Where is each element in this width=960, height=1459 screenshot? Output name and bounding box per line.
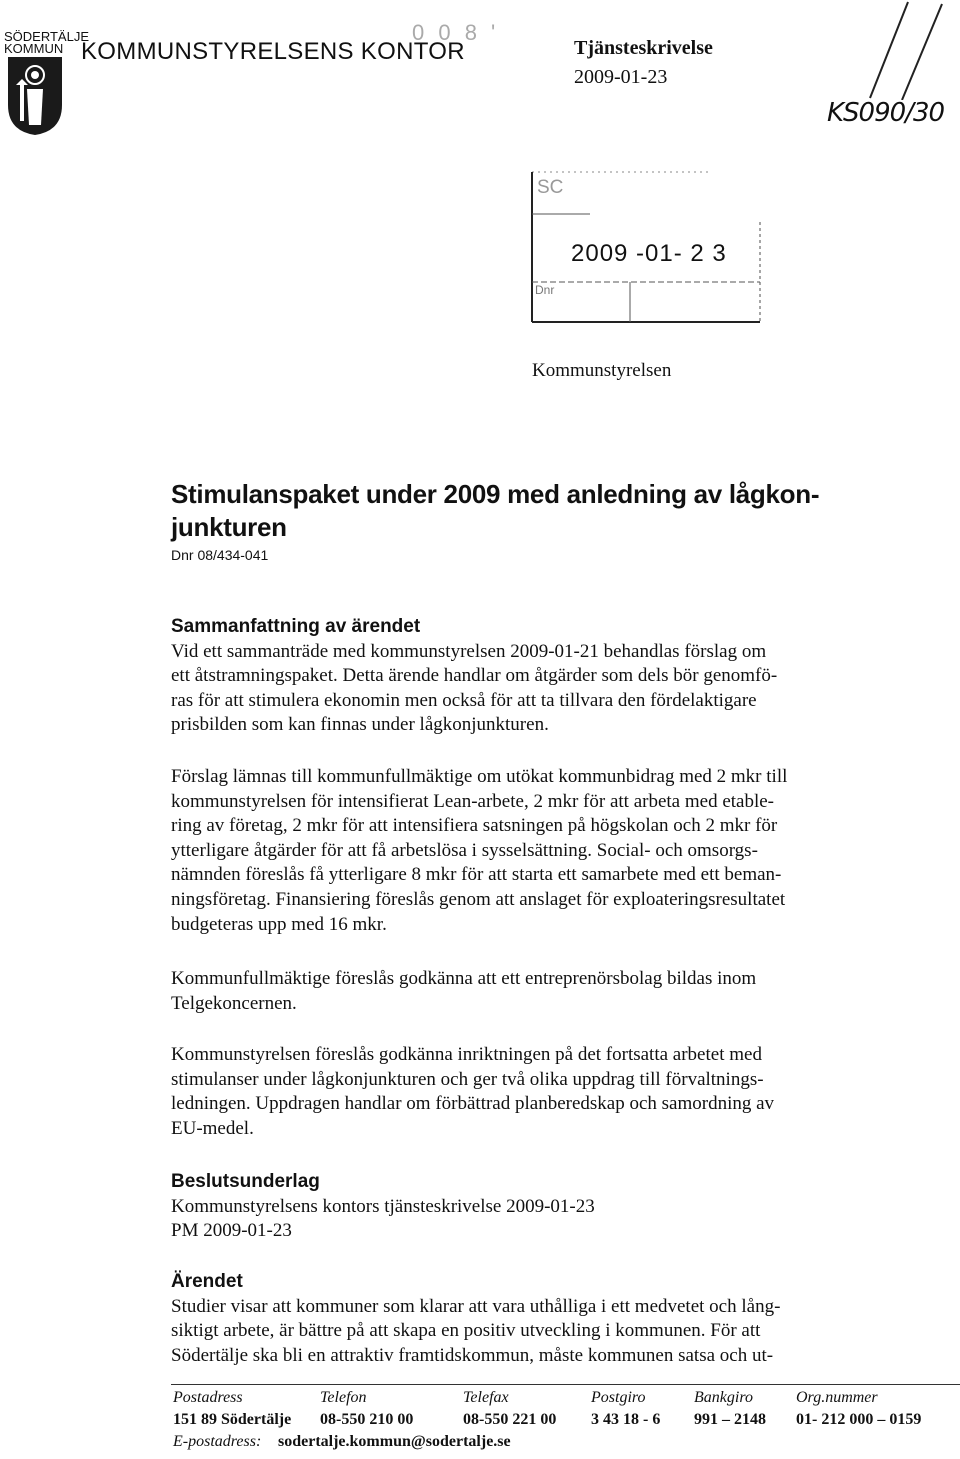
footer-label-bankgiro: Bankgiro: [694, 1389, 753, 1406]
basis-line: Kommunstyrelsens kontors tjänsteskrivelse 2009-01-23: [171, 1195, 595, 1217]
matter-section: [171, 1270, 891, 1368]
paragraph-line: ring av företag, 2 mkr för att intensifiera satsningen på högskolan och 2 mkr för: [171, 815, 778, 837]
stamp-date: 2009 -01- 2 3: [571, 240, 727, 267]
faint-number: 0 0 8 ': [412, 20, 500, 45]
paragraph-line: Telgekoncernen.: [171, 992, 297, 1014]
municipality-logo-text: [4, 31, 89, 55]
footer-divider: [171, 1384, 960, 1385]
paragraph-line: EU-medel.: [171, 1117, 254, 1139]
paragraph-direction: [171, 1043, 891, 1141]
paragraph-line: Kommunfullmäktige föreslås godkänna att ett entreprenörsbolag bildas inom: [171, 968, 757, 989]
footer-value-epost[interactable]: sodertalje.kommun@sodertalje.se: [278, 1433, 511, 1450]
footer-label-telefon: Telefon: [320, 1389, 367, 1406]
title-line-1: Stimulanspaket under 2009 med anledning av lågkon-: [171, 479, 820, 509]
footer-value-telefax: 08-550 221 00: [463, 1411, 557, 1428]
footer-value-postgiro: 3 43 18 - 6: [591, 1411, 661, 1428]
summary-line: ett åtstramningspaket. Detta ärende handlar om åtgärder som dels bör genomfö-: [171, 665, 778, 687]
handwritten-slashes: [830, 0, 960, 100]
matter-line: Södertälje ska bli en attraktiv framtidskommun, måste kommunen satsa och ut-: [171, 1344, 774, 1366]
basis-heading: Beslutsunderlag: [171, 1171, 320, 1192]
paragraph-line: Förslag lämnas till kommunfullmäktige om utökat kommunbidrag med 2 mkr till: [171, 766, 788, 787]
document-type: Tjänsteskrivelse: [574, 37, 713, 59]
coat-of-arms-icon: [6, 55, 64, 137]
paragraph-line: Kommunstyrelsen föreslås godkänna inriktningen på det fortsatta arbetet med: [171, 1044, 762, 1065]
document-title: [171, 478, 871, 544]
paragraph-proposal: [171, 765, 891, 937]
footer-label-telefax: Telefax: [463, 1389, 509, 1406]
stamp-sc: SC: [537, 177, 564, 198]
handwritten-reference: KS090/30: [827, 98, 945, 128]
paragraph-line: budgeteras upp med 16 mkr.: [171, 913, 387, 935]
basis-section: [171, 1170, 891, 1244]
footer-value-orgnummer: 01- 212 000 – 0159: [796, 1411, 922, 1428]
paragraph-line: ledningen. Uppdragen handlar om förbättrad planberedskap och samordning av: [171, 1093, 775, 1115]
paragraph-line: stimulanser under lågkonjunkturen och ger två olika uppdrag till förvaltnings-: [171, 1068, 764, 1090]
summary-line: prisbilden som kan finnas under lågkonjunkturen.: [171, 714, 549, 736]
footer-label-orgnummer: Org.nummer: [796, 1389, 878, 1406]
logo-line-2: KOMMUN: [4, 41, 64, 56]
matter-line: Studier visar att kommuner som klarar att vara uthålliga i ett medvetet och lång-: [171, 1295, 781, 1317]
title-dnr: Dnr 08/434-041: [171, 547, 269, 563]
paragraph-line: nämnden föreslås få ytterligare 8 mkr för att starta ett samarbete med ett beman-: [171, 864, 782, 886]
matter-line: siktigt arbete, är bättre på att skapa en positiv utveckling i kommunen. För att: [171, 1320, 761, 1342]
recipient: Kommunstyrelsen: [532, 360, 672, 381]
footer-value-telefon: 08-550 210 00: [320, 1411, 414, 1428]
paragraph-line: kommunstyrelsen för intensifierat Lean-arbete, 2 mkr för att arbeta med etable-: [171, 790, 774, 812]
basis-line: PM 2009-01-23: [171, 1220, 292, 1242]
document-date: 2009-01-23: [574, 66, 668, 88]
stamp-dnr-label: Dnr: [535, 283, 555, 297]
logo-line-1: SÖDERTÄLJE: [4, 29, 90, 44]
summary-heading: Sammanfattning av ärendet: [171, 616, 421, 637]
summary-section: [171, 615, 891, 738]
matter-heading: Ärendet: [171, 1271, 243, 1292]
paragraph-line: ningsföretag. Finansiering föreslås genom att anslaget för exploateringsresultatet: [171, 888, 786, 910]
footer-label-postgiro: Postgiro: [591, 1389, 646, 1406]
footer-label-postadress: Postadress: [173, 1389, 243, 1406]
footer-label-epost: E-postadress:: [173, 1433, 262, 1450]
footer-value-postadress: 151 89 Södertälje: [173, 1411, 292, 1428]
paragraph-entrepreneur: [171, 967, 891, 1016]
office-name: KOMMUNSTYRELSENS KONTOR: [81, 38, 465, 65]
summary-line: Vid ett sammanträde med kommunstyrelsen 2009-01-21 behandlas förslag om: [171, 640, 767, 662]
paragraph-line: ytterligare åtgärder för att få arbetslösa i sysselsättning. Social- och omsorgs-: [171, 839, 758, 861]
summary-line: ras för att stimulera ekonomin men också för att ta tillvara den fördelaktigare: [171, 689, 757, 711]
footer-value-bankgiro: 991 – 2148: [694, 1411, 766, 1428]
title-line-2: junkturen: [171, 512, 287, 542]
